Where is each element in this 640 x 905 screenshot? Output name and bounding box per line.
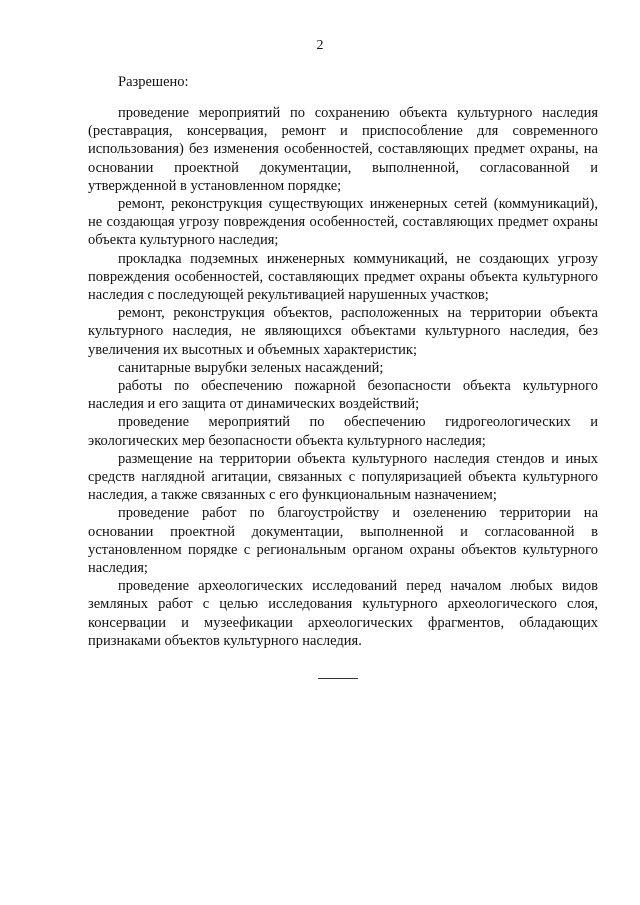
- end-divider: [318, 678, 358, 679]
- list-item: санитарные вырубки зеленых насаждений;: [118, 359, 384, 376]
- section-heading: Разрешено:: [118, 74, 189, 90]
- list-item: проведение работ по благоустройству и озеленению территории на основании проектной документации, выполненной и согласованной в установленном порядке с региональным органом охраны объектов культурного наследия;: [88, 505, 598, 577]
- permitted-activities-list: [88, 104, 598, 650]
- page-number: 2: [316, 38, 324, 53]
- list-item: проведение археологических исследований перед началом любых видов земляных работ с целью исследования культурного археологического слоя, консервации и музеефикации археологических фрагментов, обладающих признаками объектов культурного наследия.: [88, 578, 598, 649]
- list-item: проведение мероприятий по сохранению объекта культурного наследия (реставрация, консервация, ремонт и приспособление для современного использования) без изменения особенностей, составляющих предмет охраны, на основании проектной документации, выполненной, согласованной и утвержденной в установленном порядке;: [88, 105, 598, 194]
- list-item: работы по обеспечению пожарной безопасности объекта культурного наследия и его защита от динамических воздействий;: [88, 378, 598, 413]
- list-item: размещение на территории объекта культурного наследия стендов и иных средств наглядной агитации, связанных с популяризацией объекта культурного наследия, а также связанных с его функциональным назначением;: [88, 450, 598, 504]
- list-item: проведение мероприятий по обеспечению гидрогеологических и экологических мер безопасности объекта культурного наследия;: [88, 414, 598, 449]
- list-item: прокладка подземных инженерных коммуникаций, не создающих угрозу повреждения особенностей, составляющих предмет охраны объекта культурного наследия с последующей рекультивацией нарушенных участков;: [88, 250, 598, 304]
- list-item: ремонт, реконструкция объектов, расположенных на территории объекта культурного наследия, не являющихся объектами культурного наследия, без увеличения их высотных и объемных характеристик;: [88, 305, 598, 358]
- list-item: ремонт, реконструкция существующих инженерных сетей (коммуникаций), не создающая угрозу повреждения особенностей, составляющих предмет охраны объекта культурного наследия;: [88, 196, 598, 249]
